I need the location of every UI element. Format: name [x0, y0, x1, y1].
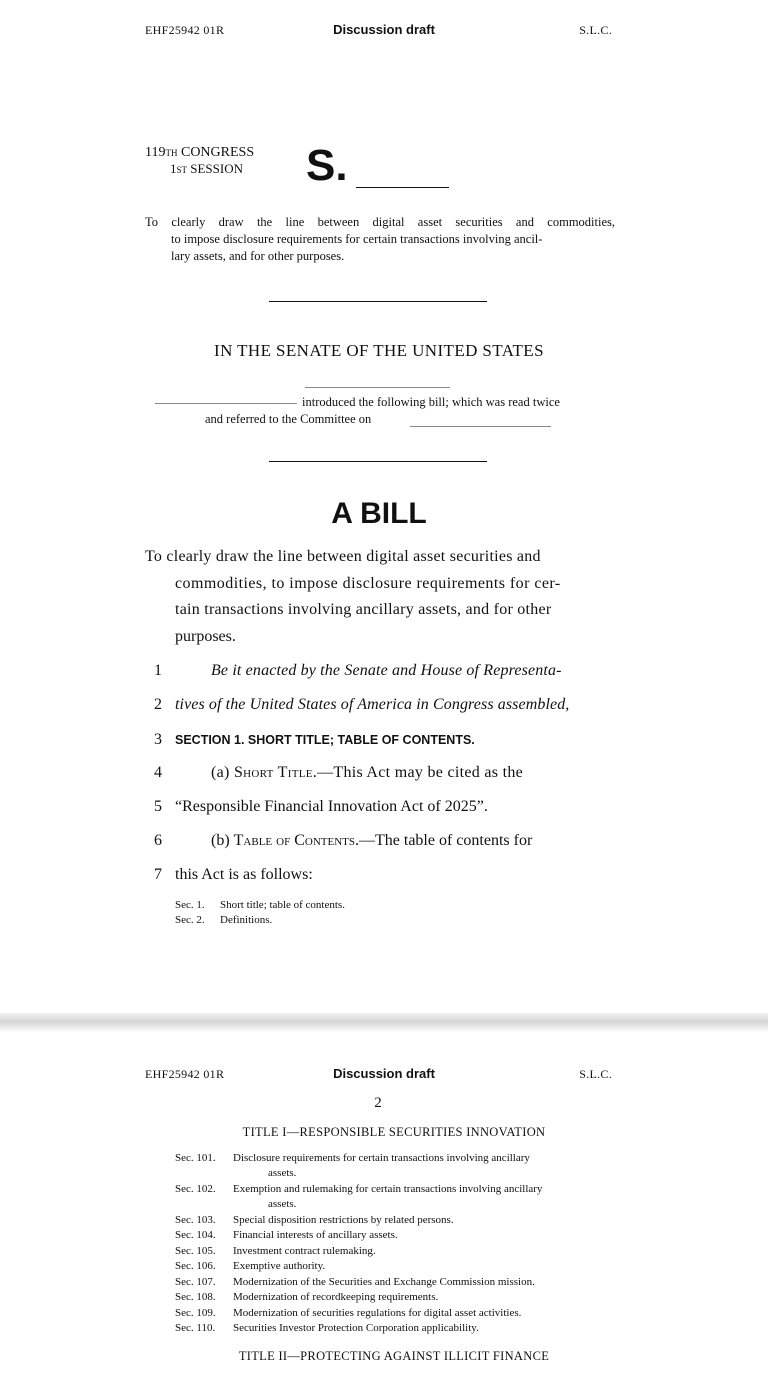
line-number: 4 — [154, 764, 162, 781]
line-number: 5 — [154, 798, 162, 815]
title-heading: TITLE I—RESPONSIBLE SECURITIES INNOVATION — [242, 1125, 546, 1139]
toc-entry: Sec. 102. Exemption and rulemaking for certain transactions involving ancillary — [175, 1183, 543, 1195]
header-doc-id: EHF25942 01R — [145, 23, 225, 37]
summary: To clearly draw the line between digital asset securities and commodities, to impose disclosure requirements for certain transactions involving ancil- lary assets, and for other purposes. — [145, 215, 615, 263]
toc-entry: Sec. 110. Securities Investor Protection Corporation applicability. — [175, 1322, 479, 1334]
toc-subsection: (b) Table of Contents.—The table of contents for — [211, 832, 533, 849]
a-bill-heading: A BILL — [331, 497, 427, 530]
sponsor-blank — [305, 387, 450, 388]
toc-entry: Sec. 107. Modernization of the Securities and Exchange Commission mission. — [175, 1276, 535, 1288]
header-slc: S.L.C. — [579, 1067, 612, 1081]
section-heading: SECTION 1. SHORT TITLE; TABLE OF CONTENTS. — [175, 733, 475, 747]
toc-entry-cont: assets. — [268, 1198, 297, 1210]
toc-entry: Sec. 104. Financial interests of ancillary assets. — [175, 1229, 398, 1241]
toc-entry: Sec. 109. Modernization of securities regulations for digital asset activities. — [175, 1307, 522, 1319]
intro-text-2: and referred to the Committee on — [205, 412, 372, 426]
toc-entry: Sec. 105. Investment contract rulemaking. — [175, 1245, 376, 1257]
title-heading: TITLE II—PROTECTING AGAINST ILLICIT FINANCE — [238, 1349, 550, 1363]
short-title-subsection: (a) Short Title.—This Act may be cited as the — [211, 764, 524, 781]
line-number: 2 — [154, 696, 162, 713]
toc-entry-cont: assets. — [268, 1167, 297, 1179]
toc-entry: Sec. 103. Special disposition restrictions by related persons. — [175, 1214, 454, 1226]
bill-letter: S. — [306, 141, 348, 190]
enacting-clause-cont: tives of the United States of America in Congress assembled, — [175, 696, 570, 713]
line-number: 1 — [154, 662, 162, 679]
toc-intro: this Act is as follows: — [175, 866, 313, 883]
date-blank — [155, 403, 297, 404]
line-number: 6 — [154, 832, 162, 849]
toc-entry: Sec. 2. Definitions. — [175, 914, 273, 926]
intro-text-1: introduced the following bill; which was read twice — [302, 395, 560, 409]
header-draft-label: Discussion draft — [333, 22, 435, 37]
committee-blank — [410, 426, 551, 427]
header-slc: S.L.C. — [579, 23, 612, 37]
page-divider — [0, 1013, 768, 1032]
header-doc-id: EHF25942 01R — [145, 1067, 225, 1081]
purpose: To clearly draw the line between digital asset securities and commodities, to impose disclosure requirements for cer- tain transactions involving ancillary assets, and for other purposes. — [145, 548, 561, 645]
congress-label: 119TH CONGRESS — [145, 145, 255, 160]
separator-rule — [269, 461, 487, 462]
toc-entry: Sec. 101. Disclosure requirements for certain transactions involving ancillary — [175, 1152, 530, 1164]
line-number: 7 — [154, 866, 162, 883]
act-title: “Responsible Financial Innovation Act of 2025”. — [175, 798, 488, 815]
session-label: 1ST SESSION — [170, 161, 244, 176]
page-number: 2 — [374, 1095, 382, 1111]
header-draft-label: Discussion draft — [333, 1066, 435, 1081]
toc-entry: Sec. 108. Modernization of recordkeeping requirements. — [175, 1291, 439, 1303]
senate-heading: IN THE SENATE OF THE UNITED STATES — [214, 341, 544, 360]
separator-rule — [269, 301, 487, 302]
enacting-clause: Be it enacted by the Senate and House of Representa- — [211, 662, 562, 679]
bill-number-blank — [356, 187, 449, 188]
line-number: 3 — [154, 731, 162, 748]
toc-entry: Sec. 1. Short title; table of contents. — [175, 899, 345, 911]
toc-entry: Sec. 106. Exemptive authority. — [175, 1260, 326, 1272]
